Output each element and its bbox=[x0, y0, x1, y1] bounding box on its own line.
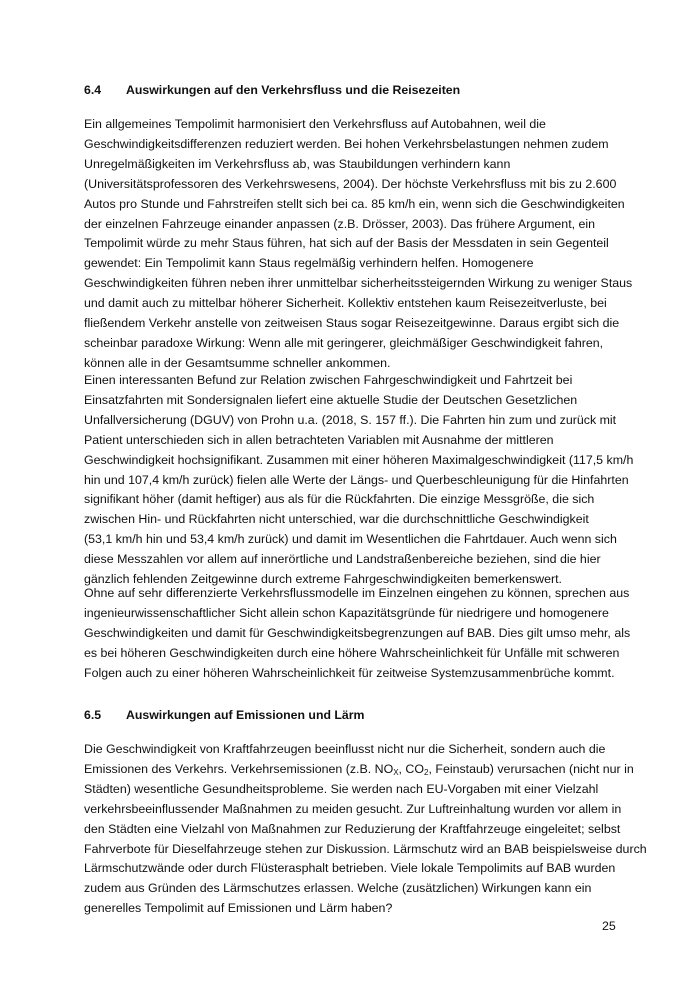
text-line: scheinbar paradoxe Wirkung: Wenn alle mit geringerer, gleichmäßiger Geschwindigkeit fahren, bbox=[84, 335, 604, 350]
paragraph bbox=[84, 115, 633, 374]
section-heading-6-5 bbox=[84, 706, 364, 724]
text-fragment: , CO bbox=[398, 761, 425, 776]
text-line: (53,1 km/h hin und 53,4 km/h zurück) und damit im Wesentlichen die Fahrtdauer. Auch wenn sich bbox=[84, 532, 617, 547]
page-number: 25 bbox=[602, 919, 616, 933]
text-line: Einsatzfahrten mit Sondersignalen liefert eine aktuelle Studie der Deutschen Gesetzlichen bbox=[84, 392, 578, 407]
text-line: ingenieurwissenschaftlicher Sicht allein schon Kapazitätsgründe für niedrigere und homogenere bbox=[84, 605, 609, 620]
subscript: X bbox=[393, 767, 399, 777]
text-fragment: , Feinstaub) verursachen (nicht nur in bbox=[428, 761, 634, 776]
text-line: es bei höheren Geschwindigkeiten durch eine höhere Wahrscheinlichkeit für Unfälle mit schweren bbox=[84, 645, 620, 660]
text-fragment: Emissionen des Verkehrs. Verkehrsemissionen (z.B. NO bbox=[84, 761, 394, 776]
text-line: Geschwindigkeitsdifferenzen reduziert werden. Bei hohen Verkehrsbelastungen nehmen zudem bbox=[84, 136, 609, 151]
text-line: Tempolimit würde zu mehr Staus führen, hat sich auf der Basis der Messdaten in sein Gegenteil bbox=[84, 236, 609, 251]
text-line: Geschwindigkeiten führen neben ihrer unmittelbar sicherheitssteigernden Wirkung zu weniger Staus bbox=[84, 276, 633, 291]
text-line bbox=[84, 760, 634, 780]
section-title: Auswirkungen auf Emissionen und Lärm bbox=[126, 708, 365, 722]
text-line: Geschwindigkeit hochsignifikant. Zusammen mit einer höheren Maximalgeschwindigkeit (117,5 km/h bbox=[84, 452, 634, 467]
text-line: Ein allgemeines Tempolimit harmonisiert den Verkehrsfluss auf Autobahnen, weil die bbox=[84, 117, 546, 131]
text-line: fließendem Verkehr anstelle von zeitweisen Staus sogar Reisezeitgewinne. Daraus ergibt sich die bbox=[84, 316, 620, 331]
paragraph bbox=[84, 584, 631, 684]
text-line: der einzelnen Fahrzeuge einander anpassen (z.B. Drösser, 2003). Das frühere Argument, ein bbox=[84, 216, 596, 231]
section-title: Auswirkungen auf den Verkehrsfluss und die Reisezeiten bbox=[126, 83, 461, 97]
text-line: Ohne auf sehr differenzierte Verkehrsflussmodelle im Einzelnen eingehen zu können, sprechen aus bbox=[84, 586, 630, 600]
text-line: verkehrsbeeinflussender Maßnahmen zu meiden gesucht. Zur Luftreinhaltung wurden vor allem in bbox=[84, 801, 622, 816]
text-line: Unregelmäßigkeiten im Verkehrsfluss ab, was Staubildungen verhindern kann bbox=[84, 156, 511, 171]
text-line: Einen interessanten Befund zur Relation zwischen Fahrgeschwindigkeit und Fahrtzeit bei bbox=[84, 373, 573, 387]
text-line: gewendet: Ein Tempolimit kann Staus regelmäßig verhindern helfen. Homogenere bbox=[84, 256, 534, 271]
section-number: 6.5 bbox=[84, 708, 102, 722]
section-number: 6.4 bbox=[84, 83, 102, 97]
text-line: signifikant höher (damit heftiger) aus als für die Rückfahrten. Die einzige Messgröße, die sich bbox=[84, 492, 595, 507]
text-line: hin und 107,4 km/h zurück) fielen alle Werte der Längs- und Querbeschleunigung für die Hinfahrten bbox=[84, 472, 629, 487]
text-line: gänzlich fehlenden Zeitgewinne durch extreme Fahrgeschwindigkeiten bemerkenswert. bbox=[84, 572, 562, 587]
text-line: generelles Tempolimit auf Emissionen und Lärm haben? bbox=[84, 901, 393, 916]
text-line: Lärmschutzwände oder durch Flüsterasphalt betrieben. Viele lokale Tempolimits auf BAB wurden bbox=[84, 861, 616, 876]
text-line: können alle in der Gesamtsumme schneller ankommen. bbox=[84, 355, 391, 370]
text-line: Fahrverbote für Dieselfahrzeuge stehen zur Diskussion. Lärmschutz wird an BAB beispielsweise durch bbox=[84, 841, 647, 856]
paragraph bbox=[84, 740, 647, 919]
subscript: 2 bbox=[424, 767, 429, 777]
text-line: Patient unterschieden sich in allen betrachteten Variablen mit Ausnahme der mittleren bbox=[84, 432, 554, 447]
text-line: zwischen Hin- und Rückfahrten nicht unterschied, war die durchschnittliche Geschwindigkeit bbox=[84, 512, 589, 527]
text-line: Geschwindigkeiten und damit für Geschwindigkeitsbegrenzungen auf BAB. Dies gilt umso mehr, als bbox=[84, 625, 631, 640]
text-line: Städten) wesentliche Gesundheitsprobleme. Sie werden nach EU-Vorgaben mit einer Vielzahl bbox=[84, 781, 599, 796]
text-line: Folgen auch zu einer höheren Wahrscheinlichkeit für zeitweise Systemzusammenbrüche kommt. bbox=[84, 665, 615, 680]
text-line: und damit auch zu mittelbar höherer Sicherheit. Kollektiv entstehen kaum Reisezeitverluste, bei bbox=[84, 296, 607, 311]
text-line: (Universitätsprofessoren des Verkehrswesens, 2004). Der höchste Verkehrsfluss mit bis zu 2.600 bbox=[84, 176, 617, 191]
text-line: Autos pro Stunde und Fahrstreifen stellt sich bei ca. 85 km/h ein, wenn sich die Geschwindigkeiten bbox=[84, 196, 625, 211]
paragraph bbox=[84, 371, 634, 590]
text-line: Unfallversicherung (DGUV) von Prohn u.a. (2018, S. 157 ff.). Die Fahrten hin zum und zurück mit bbox=[84, 412, 617, 427]
text-line: diese Messzahlen vor allem auf innerörtliche und Landstraßenbereiche beziehen, sind die hier bbox=[84, 552, 601, 567]
text-line: den Städten eine Vielzahl von Maßnahmen zur Reduzierung der Kraftfahrzeuge eingeleitet; selbst bbox=[84, 821, 621, 836]
text-line: zudem aus Gründen des Lärmschutzes erlassen. Welche (zusätzlichen) Wirkungen kann ein bbox=[84, 881, 592, 896]
text-line: Die Geschwindigkeit von Kraftfahrzeugen beeinflusst nicht nur die Sicherheit, sondern auch die bbox=[84, 742, 606, 756]
section-heading-6-4 bbox=[84, 81, 460, 99]
